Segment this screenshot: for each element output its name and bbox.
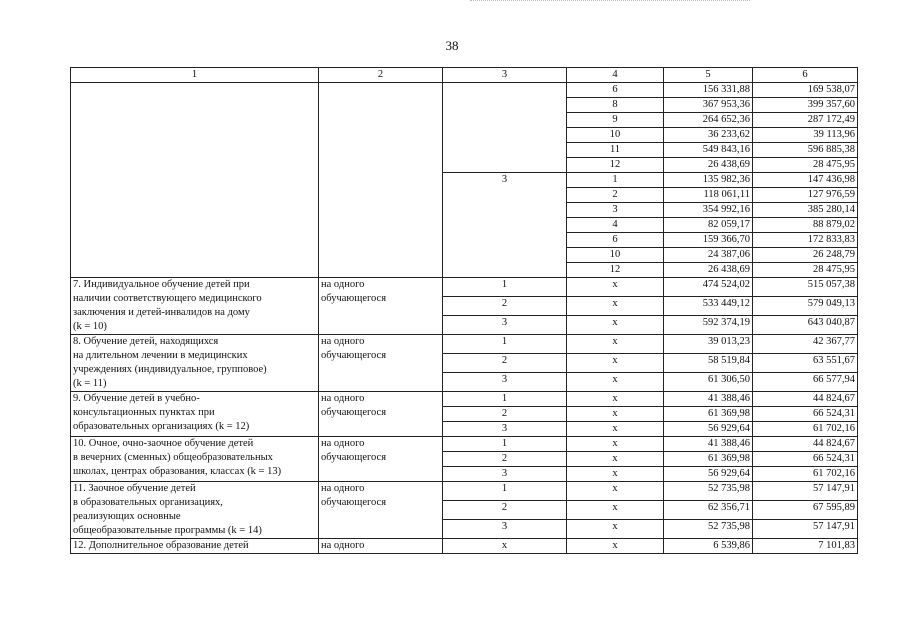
section-title-line: образовательных организациях (k = 12) — [73, 421, 250, 432]
cell-col6: 287 172,49 — [753, 113, 858, 128]
cell-col5: 354 992,16 — [664, 203, 753, 218]
cell-col3: 3 — [443, 467, 567, 482]
cell-col3: 1 — [443, 278, 567, 297]
cell-col4: х — [567, 539, 664, 554]
cell-col3: 1 — [443, 437, 567, 452]
cell-col6: 61 702,16 — [753, 422, 858, 437]
header-cell: 3 — [443, 68, 567, 83]
cell-col6: 385 280,14 — [753, 203, 858, 218]
cell-col6: 57 147,91 — [753, 482, 858, 501]
cell-col4: 12 — [567, 263, 664, 278]
cell-col4: 3 — [567, 203, 664, 218]
cell-col4: х — [567, 297, 664, 316]
cell-col4: х — [567, 278, 664, 297]
continuation-cell-col1 — [71, 83, 319, 278]
section-title-cell — [71, 392, 319, 437]
section-title-line: реализующих основные — [73, 511, 181, 522]
cell-col5: 52 735,98 — [664, 520, 753, 539]
cell-col6: 88 879,02 — [753, 218, 858, 233]
cell-col4: х — [567, 482, 664, 501]
cell-col6: 515 057,38 — [753, 278, 858, 297]
unit-line: обучающегося — [321, 407, 387, 418]
section-title-line: общеобразовательные программы (k = 14) — [73, 525, 262, 536]
unit-line: на одного — [321, 483, 365, 494]
section-title-line: наличии соответствующего медицинского — [73, 293, 262, 304]
cell-col3: 3 — [443, 316, 567, 335]
cell-col4: 1 — [567, 173, 664, 188]
section-title-line: 9. Обучение детей в учебно- — [73, 393, 200, 404]
unit-line: на одного — [321, 540, 365, 551]
unit-line: обучающегося — [321, 497, 387, 508]
continuation-cell-col2 — [319, 83, 443, 278]
cell-col6: 127 976,59 — [753, 188, 858, 203]
cell-col4: 6 — [567, 83, 664, 98]
cell-col6: 26 248,79 — [753, 248, 858, 263]
table-body — [71, 68, 858, 554]
cell-col4: 6 — [567, 233, 664, 248]
unit-cell — [319, 482, 443, 539]
cell-col3: 2 — [443, 407, 567, 422]
header-cell: 2 — [319, 68, 443, 83]
header-row — [71, 68, 858, 83]
table-row — [71, 335, 858, 354]
section-title-cell — [71, 335, 319, 392]
table-row — [71, 437, 858, 452]
cell-col5: 61 369,98 — [664, 407, 753, 422]
section-title-cell — [71, 482, 319, 539]
unit-line: на одного — [321, 393, 365, 404]
section-title-line: 8. Обучение детей, находящихся — [73, 336, 219, 347]
cell-col5: 26 438,69 — [664, 263, 753, 278]
cell-col6: 172 833,83 — [753, 233, 858, 248]
cell-col3: 2 — [443, 452, 567, 467]
cell-col6: 44 824,67 — [753, 392, 858, 407]
scan-artifact — [470, 0, 750, 3]
cell-col6: 39 113,96 — [753, 128, 858, 143]
cell-col6: 147 436,98 — [753, 173, 858, 188]
cell-col5: 474 524,02 — [664, 278, 753, 297]
cell-col3: 3 — [443, 173, 567, 278]
cell-col3: 3 — [443, 373, 567, 392]
cell-col4: х — [567, 354, 664, 373]
cell-col6: 7 101,83 — [753, 539, 858, 554]
cell-col3: 2 — [443, 354, 567, 373]
section-title-line: 7. Индивидуальное обучение детей при — [73, 279, 250, 290]
table-row — [71, 539, 858, 554]
unit-line: обучающегося — [321, 293, 387, 304]
unit-cell — [319, 539, 443, 554]
cell-col6: 66 577,94 — [753, 373, 858, 392]
cell-col5: 592 374,19 — [664, 316, 753, 335]
unit-cell — [319, 335, 443, 392]
header-cell: 5 — [664, 68, 753, 83]
cell-col3: 1 — [443, 335, 567, 354]
cell-col4: 11 — [567, 143, 664, 158]
unit-line: обучающегося — [321, 350, 387, 361]
cell-col5: 135 982,36 — [664, 173, 753, 188]
cell-col6: 63 551,67 — [753, 354, 858, 373]
cell-col4: 8 — [567, 98, 664, 113]
cell-col4: 4 — [567, 218, 664, 233]
header-cell: 1 — [71, 68, 319, 83]
unit-cell — [319, 392, 443, 437]
cell-col5: 549 843,16 — [664, 143, 753, 158]
cell-col3: 2 — [443, 297, 567, 316]
section-title-cell — [71, 437, 319, 482]
cell-col4: 2 — [567, 188, 664, 203]
header-cell: 4 — [567, 68, 664, 83]
cell-col5: 52 735,98 — [664, 482, 753, 501]
cell-col5: 36 233,62 — [664, 128, 753, 143]
cell-col3: 3 — [443, 520, 567, 539]
cell-col5: 118 061,11 — [664, 188, 753, 203]
table-row — [71, 392, 858, 407]
page-number: 38 — [445, 38, 459, 53]
cell-col5: 61 369,98 — [664, 452, 753, 467]
cell-col3: 1 — [443, 392, 567, 407]
cell-col6: 67 595,89 — [753, 501, 858, 520]
cell-col5: 56 929,64 — [664, 467, 753, 482]
cell-col4: х — [567, 467, 664, 482]
cell-col5: 159 366,70 — [664, 233, 753, 248]
cell-col6: 61 702,16 — [753, 467, 858, 482]
unit-line: на одного — [321, 279, 365, 290]
cell-col5: 264 652,36 — [664, 113, 753, 128]
cell-col6: 28 475,95 — [753, 158, 858, 173]
cell-col5: 82 059,17 — [664, 218, 753, 233]
cell-col5: 156 331,88 — [664, 83, 753, 98]
cell-col4: х — [567, 422, 664, 437]
cell-col3: 3 — [443, 422, 567, 437]
cell-col6: 169 538,07 — [753, 83, 858, 98]
section-title-line: 11. Заочное обучение детей — [73, 483, 196, 494]
section-title-line: школах, центрах образования, классах (k = 13) — [73, 466, 282, 477]
cell-col5: 6 539,86 — [664, 539, 753, 554]
unit-line: обучающегося — [321, 452, 387, 463]
cell-col4: х — [567, 501, 664, 520]
cell-col5: 58 519,84 — [664, 354, 753, 373]
cell-col5: 41 388,46 — [664, 437, 753, 452]
unit-line: на одного — [321, 438, 365, 449]
cell-col3: 2 — [443, 501, 567, 520]
cell-col3: 1 — [443, 482, 567, 501]
cell-col6: 28 475,95 — [753, 263, 858, 278]
cell-col5: 533 449,12 — [664, 297, 753, 316]
cell-col4: 12 — [567, 158, 664, 173]
cell-col6: 66 524,31 — [753, 407, 858, 422]
cell-col6: 66 524,31 — [753, 452, 858, 467]
cell-col6: 42 367,77 — [753, 335, 858, 354]
cell-col5: 56 929,64 — [664, 422, 753, 437]
cell-col6: 57 147,91 — [753, 520, 858, 539]
header-cell: 6 — [753, 68, 858, 83]
continuation-cell-col3 — [443, 83, 567, 173]
cell-col6: 399 357,60 — [753, 98, 858, 113]
cell-col5: 26 438,69 — [664, 158, 753, 173]
section-title-line: учреждениях (индивидуальное, групповое) — [73, 364, 267, 375]
cell-col4: х — [567, 373, 664, 392]
cell-col4: 9 — [567, 113, 664, 128]
cell-col5: 62 356,71 — [664, 501, 753, 520]
section-title-line: в вечерних (сменных) общеобразовательных — [73, 452, 273, 463]
cell-col6: 579 049,13 — [753, 297, 858, 316]
section-title-line: (k = 10) — [73, 321, 107, 332]
table-row — [71, 278, 858, 297]
cell-col5: 41 388,46 — [664, 392, 753, 407]
cell-col5: 24 387,06 — [664, 248, 753, 263]
cell-col6: 643 040,87 — [753, 316, 858, 335]
cell-col5: 39 013,23 — [664, 335, 753, 354]
cell-col4: х — [567, 407, 664, 422]
section-title-line: 10. Очное, очно-заочное обучение детей — [73, 438, 254, 449]
cell-col6: 44 824,67 — [753, 437, 858, 452]
cell-col4: х — [567, 452, 664, 467]
unit-cell — [319, 437, 443, 482]
section-title-line: на длительном лечении в медицинских — [73, 350, 248, 361]
tariff-table — [70, 67, 858, 554]
table-row — [71, 83, 858, 98]
cell-col4: х — [567, 316, 664, 335]
cell-col6: 596 885,38 — [753, 143, 858, 158]
cell-col4: х — [567, 437, 664, 452]
section-title-line: заключения и детей-инвалидов на дому — [73, 307, 250, 318]
cell-col5: 61 306,50 — [664, 373, 753, 392]
cell-col4: х — [567, 520, 664, 539]
cell-col4: х — [567, 335, 664, 354]
section-title-line: 12. Дополнительное образование детей — [73, 540, 249, 551]
section-title-cell — [71, 278, 319, 335]
cell-col4: 10 — [567, 248, 664, 263]
cell-col5: 367 953,36 — [664, 98, 753, 113]
section-title-line: в образовательных организациях, — [73, 497, 223, 508]
unit-line: на одного — [321, 336, 365, 347]
cell-col4: х — [567, 392, 664, 407]
cell-col4: 10 — [567, 128, 664, 143]
section-title-line: консультационных пунктах при — [73, 407, 215, 418]
table-row — [71, 482, 858, 501]
unit-cell — [319, 278, 443, 335]
cell-col3: х — [443, 539, 567, 554]
section-title-line: (k = 11) — [73, 378, 107, 389]
section-title-cell — [71, 539, 319, 554]
